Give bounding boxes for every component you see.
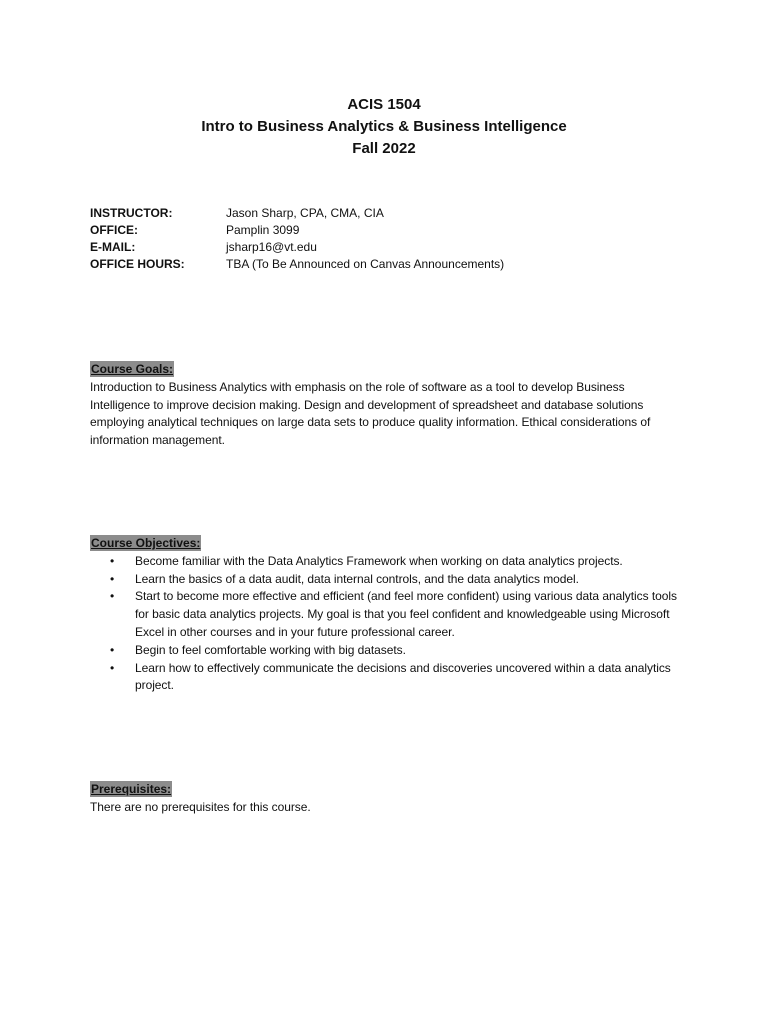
prerequisites-section [90,781,680,817]
title-block [0,94,768,160]
info-row-instructor [90,205,504,222]
instructor-info [90,205,504,273]
office-hours: TBA (To Be Announced on Canvas Announcements) [226,257,505,271]
prerequisites-heading: Prerequisites: [91,782,172,796]
objective-text: Learn how to effectively communicate the decisions and discoveries uncovered within a data analytics project. [135,660,671,693]
list-item [90,660,680,696]
bullet-icon: • [110,642,115,657]
bullet-icon: • [110,553,115,568]
course-goals-text: Introduction to Business Analytics with emphasis on the role of software as a tool to develop Business Intelligence to improve decision making. Design and development of spreadsheet and database solutions employing analytical techniques on large data sets to produce quality information. Ethical considerations of information management. [90,379,651,448]
list-item [90,571,680,589]
email-address: jsharp16@vt.edu [226,240,317,254]
instructor-name: Jason Sharp, CPA, CMA, CIA [226,206,384,220]
info-label: E-MAIL: [90,240,136,254]
bullet-icon: • [110,660,115,675]
info-row-office-hours [90,256,504,273]
objective-text: Become familiar with the Data Analytics Framework when working on data analytics projects. [135,553,623,568]
info-label: OFFICE HOURS: [90,257,185,271]
list-item [90,588,680,641]
course-goals-section [90,361,680,450]
bullet-icon: • [110,589,115,604]
bullet-icon: • [110,571,115,586]
prerequisites-text: There are no prerequisites for this course. [90,799,311,814]
info-label: INSTRUCTOR: [90,206,173,220]
course-objectives-section [90,535,680,695]
list-item [90,553,680,571]
objectives-list [90,553,680,695]
objective-text: Start to become more effective and efficient (and feel more confident) using various data analytics tools for basic data analytics projects. My goal is that you feel confident and knowledgeable using Microsoft Excel in other courses and in your future professional career. [135,589,677,639]
course-term: Fall 2022 [352,140,416,157]
objective-text: Begin to feel comfortable working with big datasets. [135,642,406,657]
course-code: ACIS 1504 [347,96,421,113]
course-title: Intro to Business Analytics & Business Intelligence [201,118,567,135]
office-location: Pamplin 3099 [226,223,300,237]
list-item [90,642,680,660]
course-objectives-heading: Course Objectives: [91,536,201,550]
course-goals-heading: Course Goals: [91,362,174,376]
info-label: OFFICE: [90,223,138,237]
info-row-email [90,239,504,256]
objective-text: Learn the basics of a data audit, data internal controls, and the data analytics model. [135,571,579,586]
info-row-office [90,222,504,239]
